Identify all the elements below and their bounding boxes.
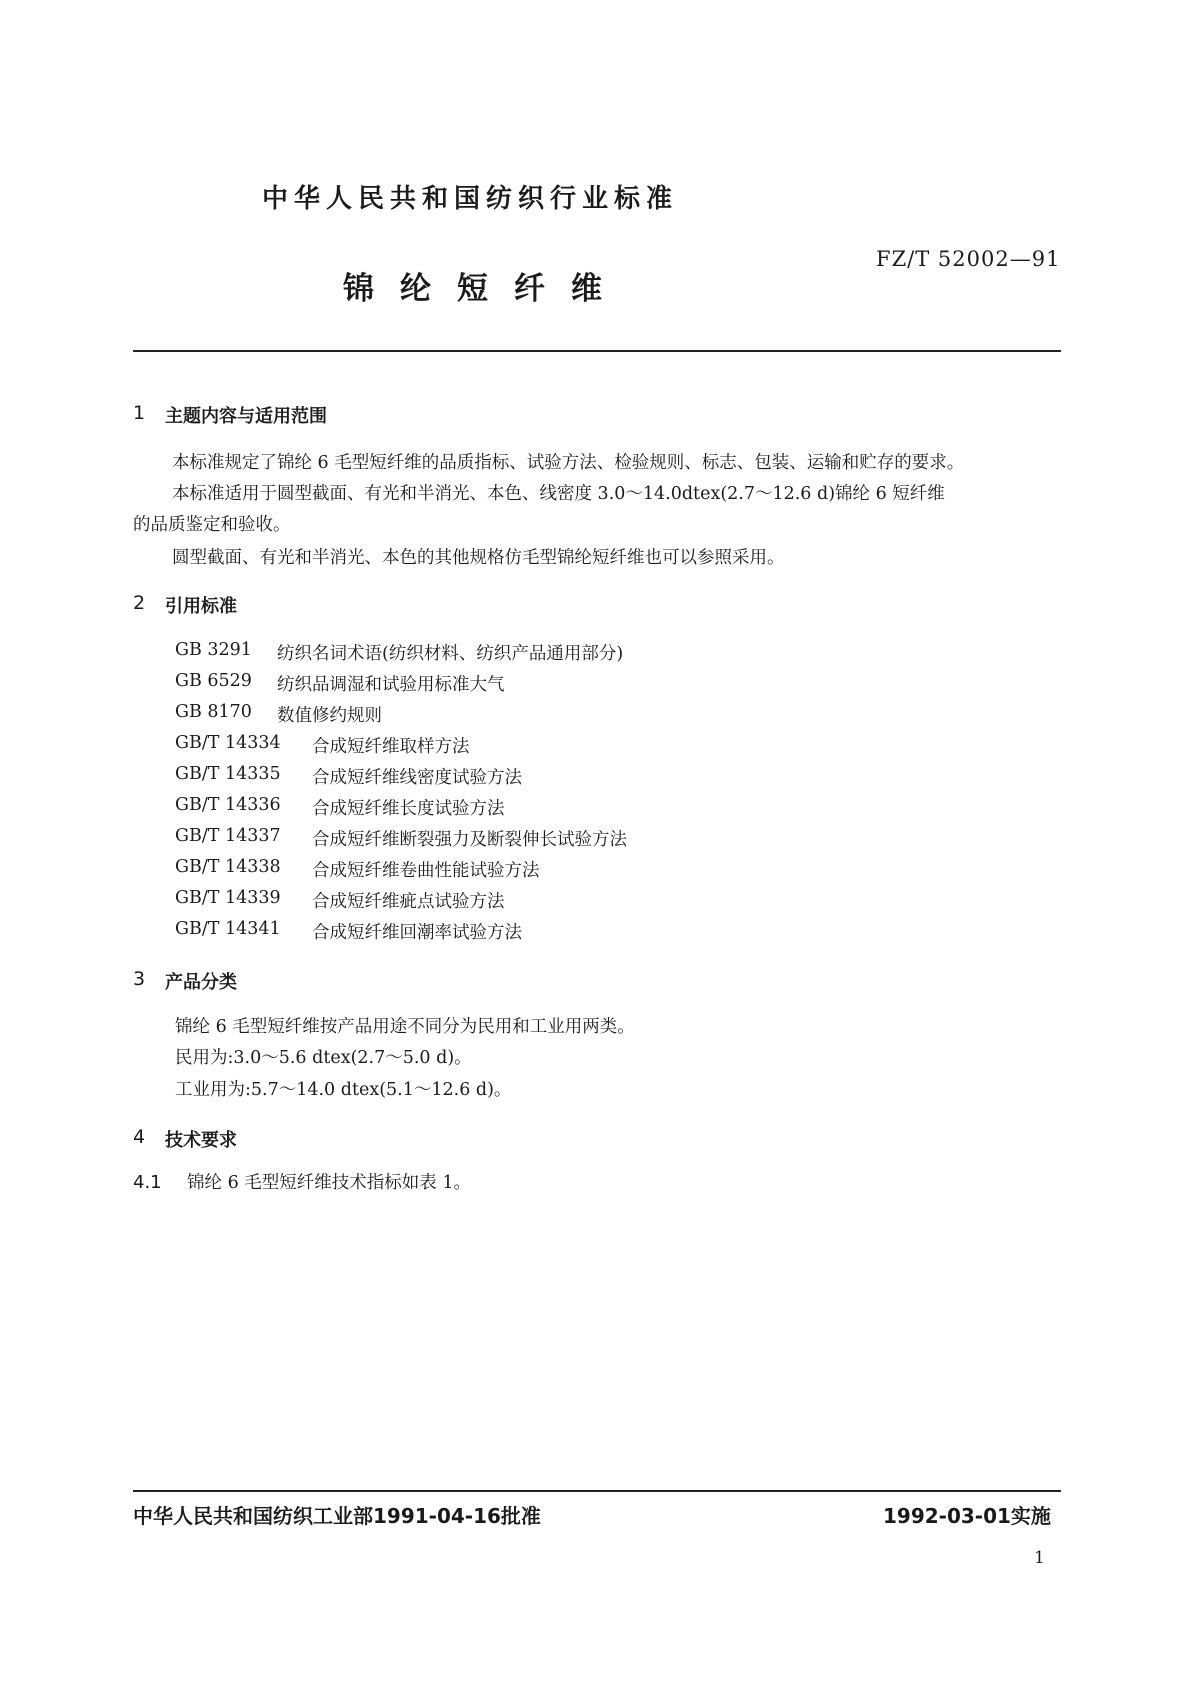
approval-line: 中华人民共和国纺织工业部1991-04-16批准 xyxy=(133,1504,541,1528)
reference-code: GB/T 14341 xyxy=(175,919,281,939)
reference-title: 合成短纤维断裂强力及断裂伸长试验方法 xyxy=(312,830,627,850)
reference-code: GB 6529 xyxy=(175,671,252,691)
reference-code: GB 8170 xyxy=(175,702,252,722)
section-1-paragraph-1: 本标准规定了锦纶 6 毛型短纤维的品质指标、试验方法、检验规则、标志、包装、运输和贮存的要求。 xyxy=(172,453,965,473)
document-title: 锦纶短纤维 xyxy=(343,271,628,307)
reference-title: 合成短纤维线密度试验方法 xyxy=(312,768,522,788)
section-1-paragraph-2b: 的品质鉴定和验收。 xyxy=(133,515,291,535)
section-3-paragraph-3: 工业用为:5.7～14.0 dtex(5.1～12.6 d)。 xyxy=(175,1080,512,1100)
reference-title: 数值修约规则 xyxy=(277,706,382,726)
section-3-title: 产品分类 xyxy=(165,972,237,993)
reference-code: GB/T 14339 xyxy=(175,888,281,908)
effective-date: 1992-03-01实施 xyxy=(883,1504,1051,1528)
reference-code: GB/T 14334 xyxy=(175,733,281,753)
section-1-number: 1 xyxy=(133,402,146,424)
section-3-number: 3 xyxy=(133,968,146,990)
subsection-4-1-number: 4.1 xyxy=(133,1172,162,1193)
reference-code: GB 3291 xyxy=(175,640,252,660)
section-3-paragraph-1: 锦纶 6 毛型短纤维按产品用途不同分为民用和工业用两类。 xyxy=(175,1017,635,1037)
reference-title: 纺织品调湿和试验用标准大气 xyxy=(277,675,505,695)
standard-code: FZ/T 52002—91 xyxy=(876,247,1061,271)
section-4-title: 技术要求 xyxy=(165,1130,237,1151)
reference-title: 合成短纤维回潮率试验方法 xyxy=(312,923,522,943)
reference-title: 纺织名词术语(纺织材料、纺织产品通用部分) xyxy=(277,644,624,664)
section-4-number: 4 xyxy=(133,1126,146,1148)
reference-title: 合成短纤维疵点试验方法 xyxy=(312,892,505,912)
section-1-paragraph-3: 圆型截面、有光和半消光、本色的其他规格仿毛型锦纶短纤维也可以参照采用。 xyxy=(172,548,785,568)
subsection-4-1-text: 锦纶 6 毛型短纤维技术指标如表 1。 xyxy=(187,1173,471,1193)
reference-code: GB/T 14336 xyxy=(175,795,281,815)
section-2-number: 2 xyxy=(133,592,146,614)
reference-code: GB/T 14335 xyxy=(175,764,281,784)
reference-title: 合成短纤维取样方法 xyxy=(312,737,470,757)
reference-title: 合成短纤维卷曲性能试验方法 xyxy=(312,861,540,881)
section-3-paragraph-2: 民用为:3.0～5.6 dtex(2.7～5.0 d)。 xyxy=(175,1048,472,1068)
reference-title: 合成短纤维长度试验方法 xyxy=(312,799,505,819)
issuing-organization: 中华人民共和国纺织行业标准 xyxy=(262,184,679,214)
section-1-paragraph-2a: 本标准适用于圆型截面、有光和半消光、本色、线密度 3.0～14.0dtex(2.7～12.6 d)锦纶 6 短纤维 xyxy=(172,484,945,504)
reference-code: GB/T 14337 xyxy=(175,826,281,846)
section-1-title: 主题内容与适用范围 xyxy=(165,406,327,427)
page-number: 1 xyxy=(1034,1548,1045,1568)
section-2-title: 引用标准 xyxy=(165,596,237,617)
footer-divider xyxy=(133,1490,1061,1492)
reference-code: GB/T 14338 xyxy=(175,857,281,877)
header-divider xyxy=(133,350,1061,352)
